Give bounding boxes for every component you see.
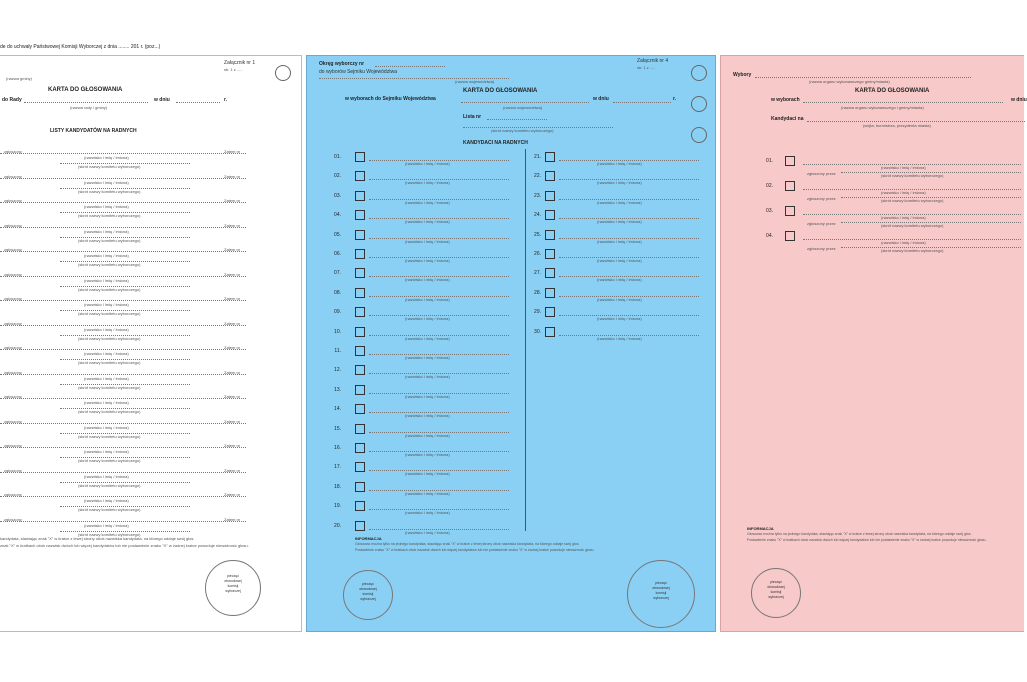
white-row-right-label: Zatem nr xyxy=(224,247,241,252)
blue-row-hint-candidate: (nazwisko i imię / imiona) xyxy=(597,219,642,225)
pink-info-title: INFORMACJA xyxy=(747,526,774,531)
blue-row-hint-candidate: (nazwisko i imię / imiona) xyxy=(405,180,450,186)
blue-candidate-number: 18. xyxy=(334,483,341,490)
blue-ballot-sheet xyxy=(306,55,716,632)
white-row-label: zgłoszony xyxy=(4,296,22,301)
blue-row-hint-candidate: (nazwisko i imię / imiona) xyxy=(405,296,450,302)
blue-stamp-left: pieczęć obwodowej komisji wyborczej xyxy=(343,570,393,620)
pink-row-hint-committee: (skrót nazwy komitetu wyborczego) xyxy=(881,248,944,253)
blue-row-hint-candidate: (nazwisko i imię / imiona) xyxy=(405,316,450,322)
white-row-line xyxy=(0,276,246,277)
blue-circle-2 xyxy=(691,96,707,112)
pink-vote-checkbox[interactable] xyxy=(785,231,795,241)
white-row-hint-committee: (skrót nazwy komitetu wyborczego) xyxy=(78,482,141,488)
blue-vote-checkbox[interactable] xyxy=(355,482,365,492)
pink-date-label: w dniu xyxy=(1011,97,1027,103)
blue-title: KARTA DO GŁOSOWANIA xyxy=(463,88,538,94)
white-row-line xyxy=(0,227,246,228)
pink-row-hint-committee: (skrót nazwy komitetu wyborczego) xyxy=(881,173,944,178)
blue-row-hint-candidate: (nazwisko i imię / imiona) xyxy=(597,161,642,166)
blue-hint-voivodeship: (nazwa województwa) xyxy=(455,79,495,84)
blue-row-hint-candidate: (nazwisko i imię / imiona) xyxy=(597,296,642,302)
blue-info-1: Głosować można tylko na jednego kandydata, stawiając znak "X" w kratce z lewej strony obok nazwiska kandydata, na którego oddaje swój głos. xyxy=(355,542,580,546)
pink-elections-label: Wybory xyxy=(733,72,752,78)
blue-vote-checkbox[interactable] xyxy=(545,230,555,240)
blue-vote-checkbox[interactable] xyxy=(545,210,555,220)
white-row-line xyxy=(0,423,246,424)
white-row-label: zgłoszony xyxy=(4,345,22,350)
white-row-hint-committee: (skrót nazwy komitetu wyborczego) xyxy=(78,237,141,243)
white-row-hint-candidate: (nazwisko i imię / imiona) xyxy=(84,179,129,185)
blue-district-label: Okręg wyborczy nr xyxy=(319,61,365,67)
blue-candidate-number: 03. xyxy=(334,192,341,199)
white-row-hint-candidate: (nazwisko i imię / imiona) xyxy=(84,155,129,160)
white-row-hint-committee: (skrót nazwy komitetu wyborczego) xyxy=(78,360,141,365)
blue-row-hint-candidate: (nazwisko i imię / imiona) xyxy=(405,452,450,457)
blue-row-hint-candidate: (nazwisko i imię / imiona) xyxy=(405,258,450,263)
white-ballot-sheet xyxy=(0,55,302,632)
pink-candidate-number: 03. xyxy=(766,208,773,214)
pink-row-hint-candidate: (nazwisko i imię / imiona) xyxy=(881,215,926,220)
white-row-label: zgłoszony xyxy=(4,443,22,448)
blue-candidate-number: 12. xyxy=(334,367,341,374)
blue-vote-checkbox[interactable] xyxy=(355,346,365,356)
pink-hint-function: (wójta, burmistrza, prezydenta miasta) xyxy=(863,123,931,128)
white-row-hint-candidate: (nazwisko i imię / imiona) xyxy=(84,424,129,430)
blue-vote-checkbox[interactable] xyxy=(545,152,555,162)
white-row-hint-committee: (skrót nazwy komitetu wyborczego) xyxy=(78,531,141,537)
blue-column-divider xyxy=(525,149,526,531)
blue-vote-checkbox[interactable] xyxy=(355,404,365,414)
white-row-label: zgłoszony xyxy=(4,516,22,522)
white-row-right-label: Zatem nr xyxy=(224,296,241,301)
white-row-line xyxy=(0,300,246,301)
blue-circle-1 xyxy=(691,65,707,81)
white-row-right-label: Zatem nr xyxy=(224,271,241,277)
blue-hint-voivodeship-2: (nazwa województwa) xyxy=(503,105,543,110)
blue-candidate-number: 25. xyxy=(534,231,541,238)
blue-row-hint-candidate: (nazwisko i imię / imiona) xyxy=(405,355,450,360)
white-row-hint-committee: (skrót nazwy komitetu wyborczego) xyxy=(78,409,141,414)
blue-attachment-sub: str. 1 z ..... xyxy=(637,65,656,70)
pink-candidate-number: 04. xyxy=(766,233,773,239)
white-row-right-label: Zatem nr xyxy=(224,198,241,203)
pink-row-hint-candidate: (nazwisko i imię / imiona) xyxy=(881,190,926,195)
pink-vote-checkbox[interactable] xyxy=(785,181,795,191)
blue-vote-checkbox[interactable] xyxy=(355,365,365,375)
white-row-hint-candidate: (nazwisko i imię / imiona) xyxy=(84,449,129,454)
white-row-hint-candidate: (nazwisko i imię / imiona) xyxy=(84,473,129,479)
pink-title: KARTA DO GŁOSOWANIA xyxy=(855,88,930,94)
pink-row-submitted: zgłoszony przez xyxy=(807,196,836,201)
blue-candidate-number: 20. xyxy=(334,522,341,529)
blue-vote-checkbox[interactable] xyxy=(355,307,365,317)
blue-candidate-number: 24. xyxy=(534,212,541,219)
pink-vote-checkbox[interactable] xyxy=(785,156,795,166)
blue-candidate-number: 01. xyxy=(334,154,341,160)
white-row-right-label: Zatem nr xyxy=(224,418,241,424)
blue-list-label: Lista nr xyxy=(463,114,482,120)
blue-row-hint-candidate: (nazwisko i imię / imiona) xyxy=(405,277,450,283)
white-row-hint-committee: (skrót nazwy komitetu wyborczego) xyxy=(78,286,141,292)
blue-row-hint-candidate: (nazwisko i imię / imiona) xyxy=(405,219,450,225)
pink-row-submitted: zgłoszony przez xyxy=(807,221,836,226)
white-row-right-label: Zatem nr xyxy=(224,467,241,473)
white-row-right-label: Zatem nr xyxy=(224,345,241,350)
white-title: KARTA DO GŁOSOWANIA xyxy=(48,87,123,93)
white-attachment: Załącznik nr 1 xyxy=(224,60,256,66)
blue-vote-checkbox[interactable] xyxy=(355,210,365,220)
blue-row-hint-candidate: (nazwisko i imię / imiona) xyxy=(405,335,450,341)
white-row-line xyxy=(0,178,246,179)
blue-row-hint-candidate: (nazwisko i imię / imiona) xyxy=(597,277,642,283)
blue-row-hint-candidate: (nazwisko i imię / imiona) xyxy=(597,199,642,205)
blue-row-hint-candidate: (nazwisko i imię / imiona) xyxy=(405,490,450,496)
blue-candidate-number: 30. xyxy=(534,328,541,335)
white-row-line xyxy=(0,153,246,154)
blue-row-hint-candidate: (nazwisko i imię / imiona) xyxy=(597,316,642,322)
blue-row-hint-candidate: (nazwisko i imię / imiona) xyxy=(405,529,450,535)
white-row-hint-committee: (skrót nazwy komitetu wyborczego) xyxy=(78,458,141,463)
white-attachment-sub: str. 1 z ..... xyxy=(224,67,243,72)
blue-candidate-number: 28. xyxy=(534,289,541,296)
blue-row-hint-candidate: (nazwisko i imię / imiona) xyxy=(405,161,450,166)
blue-candidate-number: 09. xyxy=(334,309,341,316)
pink-hint-name: (nazwa organu wykonawczego i gminy/miasta) xyxy=(841,105,924,110)
blue-candidate-number: 17. xyxy=(334,464,341,471)
white-row-line xyxy=(0,325,246,326)
blue-candidate-number: 08. xyxy=(334,289,341,296)
blue-vote-checkbox[interactable] xyxy=(355,501,365,511)
blue-vote-checkbox[interactable] xyxy=(355,385,365,395)
white-row-line xyxy=(0,447,246,448)
blue-vote-checkbox[interactable] xyxy=(545,249,555,259)
pink-candidate-number: 01. xyxy=(766,158,773,164)
blue-vote-checkbox[interactable] xyxy=(355,288,365,298)
white-row-right-label: Zatem nr xyxy=(224,222,241,228)
white-row-hint-committee: (skrót nazwy komitetu wyborczego) xyxy=(78,335,141,341)
blue-vote-checkbox[interactable] xyxy=(355,443,365,453)
blue-elections-label: w wyborach do Sejmiku Województwa xyxy=(345,96,436,102)
blue-candidate-number: 07. xyxy=(334,270,341,277)
blue-vote-checkbox[interactable] xyxy=(545,171,555,181)
white-row-label: zgłoszony xyxy=(4,173,22,179)
blue-vote-checkbox[interactable] xyxy=(545,268,555,278)
white-row-right-label: Zatem nr xyxy=(224,516,241,522)
white-row-hint-candidate: (nazwisko i imię / imiona) xyxy=(84,204,129,209)
blue-vote-checkbox[interactable] xyxy=(545,327,555,337)
blue-row-hint-candidate: (nazwisko i imię / imiona) xyxy=(405,413,450,419)
white-row-hint-committee: (skrót nazwy komitetu wyborczego) xyxy=(78,262,141,267)
white-row-right-label: Zatem nr xyxy=(224,443,241,448)
blue-info-2: Postawienie znaku "X" w kratkach obok nazwisk dwóch lub więcej kandydatów lub nie postawienie znaku "X" w żadnej kratce powoduje nieważność głosu. xyxy=(355,548,595,552)
white-row-hint-candidate: (nazwisko i imię / imiona) xyxy=(84,228,129,234)
blue-date-label: w dniu xyxy=(593,96,609,102)
pink-row-hint-committee: (skrót nazwy komitetu wyborczego) xyxy=(881,223,944,228)
blue-candidate-number: 05. xyxy=(334,231,341,238)
white-top-note: de do uchwały Państwowej Komisji Wyborczej z dnia ........ 201 r. (poz...) xyxy=(0,44,161,50)
blue-candidate-number: 29. xyxy=(534,309,541,316)
blue-elections-to: do wyborów Sejmiku Województwa xyxy=(319,69,397,75)
white-row-label: zgłoszony xyxy=(4,222,22,228)
white-row-line xyxy=(0,374,246,375)
blue-vote-checkbox[interactable] xyxy=(545,191,555,201)
blue-hint-committee: (skrót nazwy komitetu wyborczego) xyxy=(491,128,554,133)
pink-row-submitted: zgłoszony przez xyxy=(807,246,836,251)
white-row-line xyxy=(0,472,246,473)
white-row-hint-committee: (skrót nazwy komitetu wyborczego) xyxy=(78,311,141,316)
pink-candidates-label: Kandydaci na xyxy=(771,116,804,122)
white-row-label: zgłoszony xyxy=(4,320,22,326)
blue-row-hint-candidate: (nazwisko i imię / imiona) xyxy=(405,432,450,438)
blue-candidate-number: 19. xyxy=(334,503,341,510)
blue-candidate-number: 06. xyxy=(334,251,341,257)
blue-candidate-number: 14. xyxy=(334,406,341,413)
white-row-label: zgłoszony xyxy=(4,418,22,424)
pink-candidate-number: 02. xyxy=(766,183,773,189)
blue-row-hint-candidate: (nazwisko i imię / imiona) xyxy=(405,471,450,477)
pink-ballot-sheet xyxy=(720,55,1027,632)
pink-in-elections: w wyborach xyxy=(771,97,800,103)
white-date-label: w dniu xyxy=(154,97,170,103)
white-row-hint-candidate: (nazwisko i imię / imiona) xyxy=(84,498,129,503)
blue-vote-checkbox[interactable] xyxy=(355,230,365,240)
white-row-right-label: Zatem nr xyxy=(224,394,241,399)
pink-stamp: pieczęć obwodowej komisji wyborczej xyxy=(751,568,801,618)
white-row-hint-candidate: (nazwisko i imię / imiona) xyxy=(84,326,129,332)
white-row-hint-candidate: (nazwisko i imię / imiona) xyxy=(84,253,129,258)
white-row-label: zgłoszony xyxy=(4,271,22,277)
white-row-line xyxy=(0,398,246,399)
white-row-hint-committee: (skrót nazwy komitetu wyborczego) xyxy=(78,213,141,218)
blue-candidate-number: 22. xyxy=(534,173,541,180)
blue-vote-checkbox[interactable] xyxy=(355,191,365,201)
blue-row-hint-candidate: (nazwisko i imię / imiona) xyxy=(405,393,450,399)
pink-info-2: Postawienie znaku "X" w kratkach obok nazwisk dwóch lub więcej kandydatów lub nie postawienie znaku "X" w żadnej kratce powoduje nieważność głosu. xyxy=(747,538,987,542)
blue-vote-checkbox[interactable] xyxy=(545,288,555,298)
white-row-label: zgłoszony xyxy=(4,247,22,252)
blue-row-hint-candidate: (nazwisko i imię / imiona) xyxy=(597,238,642,244)
white-info-2: znak "X" w kratkach obok nazwisk dwóch lub więcej kandydatów lub nie postawienie znaku "X" w żadnej kratce powoduje nieważność głosu. xyxy=(0,543,249,548)
white-corner-circle xyxy=(275,65,291,81)
blue-vote-checkbox[interactable] xyxy=(355,268,365,278)
blue-candidate-number: 21. xyxy=(534,154,541,160)
blue-stamp-right: pieczęć obwodowej komisji wyborczej xyxy=(627,560,695,628)
white-row-label: zgłoszony xyxy=(4,492,22,497)
white-row-hint-candidate: (nazwisko i imię / imiona) xyxy=(84,277,129,283)
blue-candidate-number: 27. xyxy=(534,270,541,277)
white-row-label: zgłoszony xyxy=(4,467,22,473)
white-row-label: zgłoszony xyxy=(4,369,22,375)
white-row-label: zgłoszony xyxy=(4,198,22,203)
blue-candidate-number: 04. xyxy=(334,212,341,219)
pink-row-hint-candidate: (nazwisko i imię / imiona) xyxy=(881,165,926,170)
white-hint-municipality: (nazwa gminy) xyxy=(6,76,33,81)
blue-candidate-number: 02. xyxy=(334,173,341,180)
white-row-right-label: Zatem nr xyxy=(224,320,241,326)
pink-row-submitted: zgłoszony przez xyxy=(807,171,836,176)
white-row-hint-candidate: (nazwisko i imię / imiona) xyxy=(84,351,129,356)
blue-candidate-number: 15. xyxy=(334,425,341,432)
blue-vote-checkbox[interactable] xyxy=(545,307,555,317)
white-row-hint-committee: (skrót nazwy komitetu wyborczego) xyxy=(78,433,141,439)
blue-candidate-number: 26. xyxy=(534,251,541,257)
white-row-hint-committee: (skrót nazwy komitetu wyborczego) xyxy=(78,384,141,390)
blue-row-hint-candidate: (nazwisko i imię / imiona) xyxy=(597,258,642,263)
pink-vote-checkbox[interactable] xyxy=(785,206,795,216)
white-row-label: zgłoszony xyxy=(4,394,22,399)
white-row-hint-committee: (skrót nazwy komitetu wyborczego) xyxy=(78,164,141,169)
blue-vote-checkbox[interactable] xyxy=(355,152,365,162)
white-row-line xyxy=(0,251,246,252)
white-stamp: pieczęć obwodowej komisji wyborczej xyxy=(205,560,261,616)
blue-row-hint-candidate: (nazwisko i imię / imiona) xyxy=(405,238,450,244)
blue-row-hint-candidate: (nazwisko i imię / imiona) xyxy=(405,510,450,516)
white-row-line xyxy=(0,521,246,522)
white-row-hint-committee: (skrót nazwy komitetu wyborczego) xyxy=(78,188,141,194)
white-row-line xyxy=(0,349,246,350)
white-row-right-label: Zatem nr xyxy=(224,369,241,375)
white-row-right-label: Zatem nr xyxy=(224,149,241,154)
white-row-hint-committee: (skrót nazwy komitetu wyborczego) xyxy=(78,507,141,512)
white-row-hint-candidate: (nazwisko i imię / imiona) xyxy=(84,302,129,307)
blue-candidate-number: 23. xyxy=(534,192,541,199)
blue-row-hint-candidate: (nazwisko i imię / imiona) xyxy=(405,199,450,205)
white-row-hint-candidate: (nazwisko i imię / imiona) xyxy=(84,522,129,528)
blue-vote-checkbox[interactable] xyxy=(355,521,365,531)
blue-vote-checkbox[interactable] xyxy=(355,171,365,181)
blue-circle-3 xyxy=(691,127,707,143)
blue-attachment: Załącznik nr 4 xyxy=(637,58,669,64)
white-row-hint-candidate: (nazwisko i imię / imiona) xyxy=(84,400,129,405)
white-row-right-label: Zatem nr xyxy=(224,492,241,497)
white-row-line xyxy=(0,202,246,203)
blue-vote-checkbox[interactable] xyxy=(355,462,365,472)
pink-info-1: Głosować można tylko na jednego kandydata, stawiając znak "X" w kratce z lewej strony obok nazwiska kandydata, na którego oddaje swój głos. xyxy=(747,532,972,536)
pink-row-hint-committee: (skrót nazwy komitetu wyborczego) xyxy=(881,198,944,203)
white-elections-label: do Rady xyxy=(2,97,22,103)
blue-row-hint-candidate: (nazwisko i imię / imiona) xyxy=(597,335,642,341)
blue-info-title: INFORMACJA xyxy=(355,536,382,541)
white-hint-name: (nazwa rady / gminy) xyxy=(70,105,108,110)
blue-vote-checkbox[interactable] xyxy=(355,424,365,434)
blue-row-hint-candidate: (nazwisko i imię / imiona) xyxy=(597,180,642,186)
blue-vote-checkbox[interactable] xyxy=(355,249,365,259)
white-row-hint-candidate: (nazwisko i imię / imiona) xyxy=(84,375,129,381)
blue-section-title: KANDYDACI NA RADNYCH xyxy=(463,140,528,146)
white-info-1: kandydata, stawiając znak "X" w kratce z lewej strony obok nazwiska kandydata, na którego oddaje swój głos. xyxy=(0,536,195,541)
white-section-title: LISTY KANDYDATÓW NA RADNYCH xyxy=(50,128,137,134)
blue-candidate-number: 13. xyxy=(334,386,341,393)
pink-hint-body: (nazwa organu wykonawczego gminy/miasta) xyxy=(809,79,890,84)
white-row-right-label: Zatem nr xyxy=(224,173,241,179)
blue-date-end: r. xyxy=(673,96,677,102)
blue-candidate-number: 11. xyxy=(334,348,341,354)
white-row-label: zgłoszony xyxy=(4,149,22,154)
blue-row-hint-candidate: (nazwisko i imię / imiona) xyxy=(405,374,450,380)
blue-candidate-number: 16. xyxy=(334,445,341,451)
blue-candidate-number: 10. xyxy=(334,328,341,335)
white-date-end: r. xyxy=(224,97,228,103)
white-row-line xyxy=(0,496,246,497)
pink-row-hint-candidate: (nazwisko i imię / imiona) xyxy=(881,240,926,245)
blue-vote-checkbox[interactable] xyxy=(355,327,365,337)
